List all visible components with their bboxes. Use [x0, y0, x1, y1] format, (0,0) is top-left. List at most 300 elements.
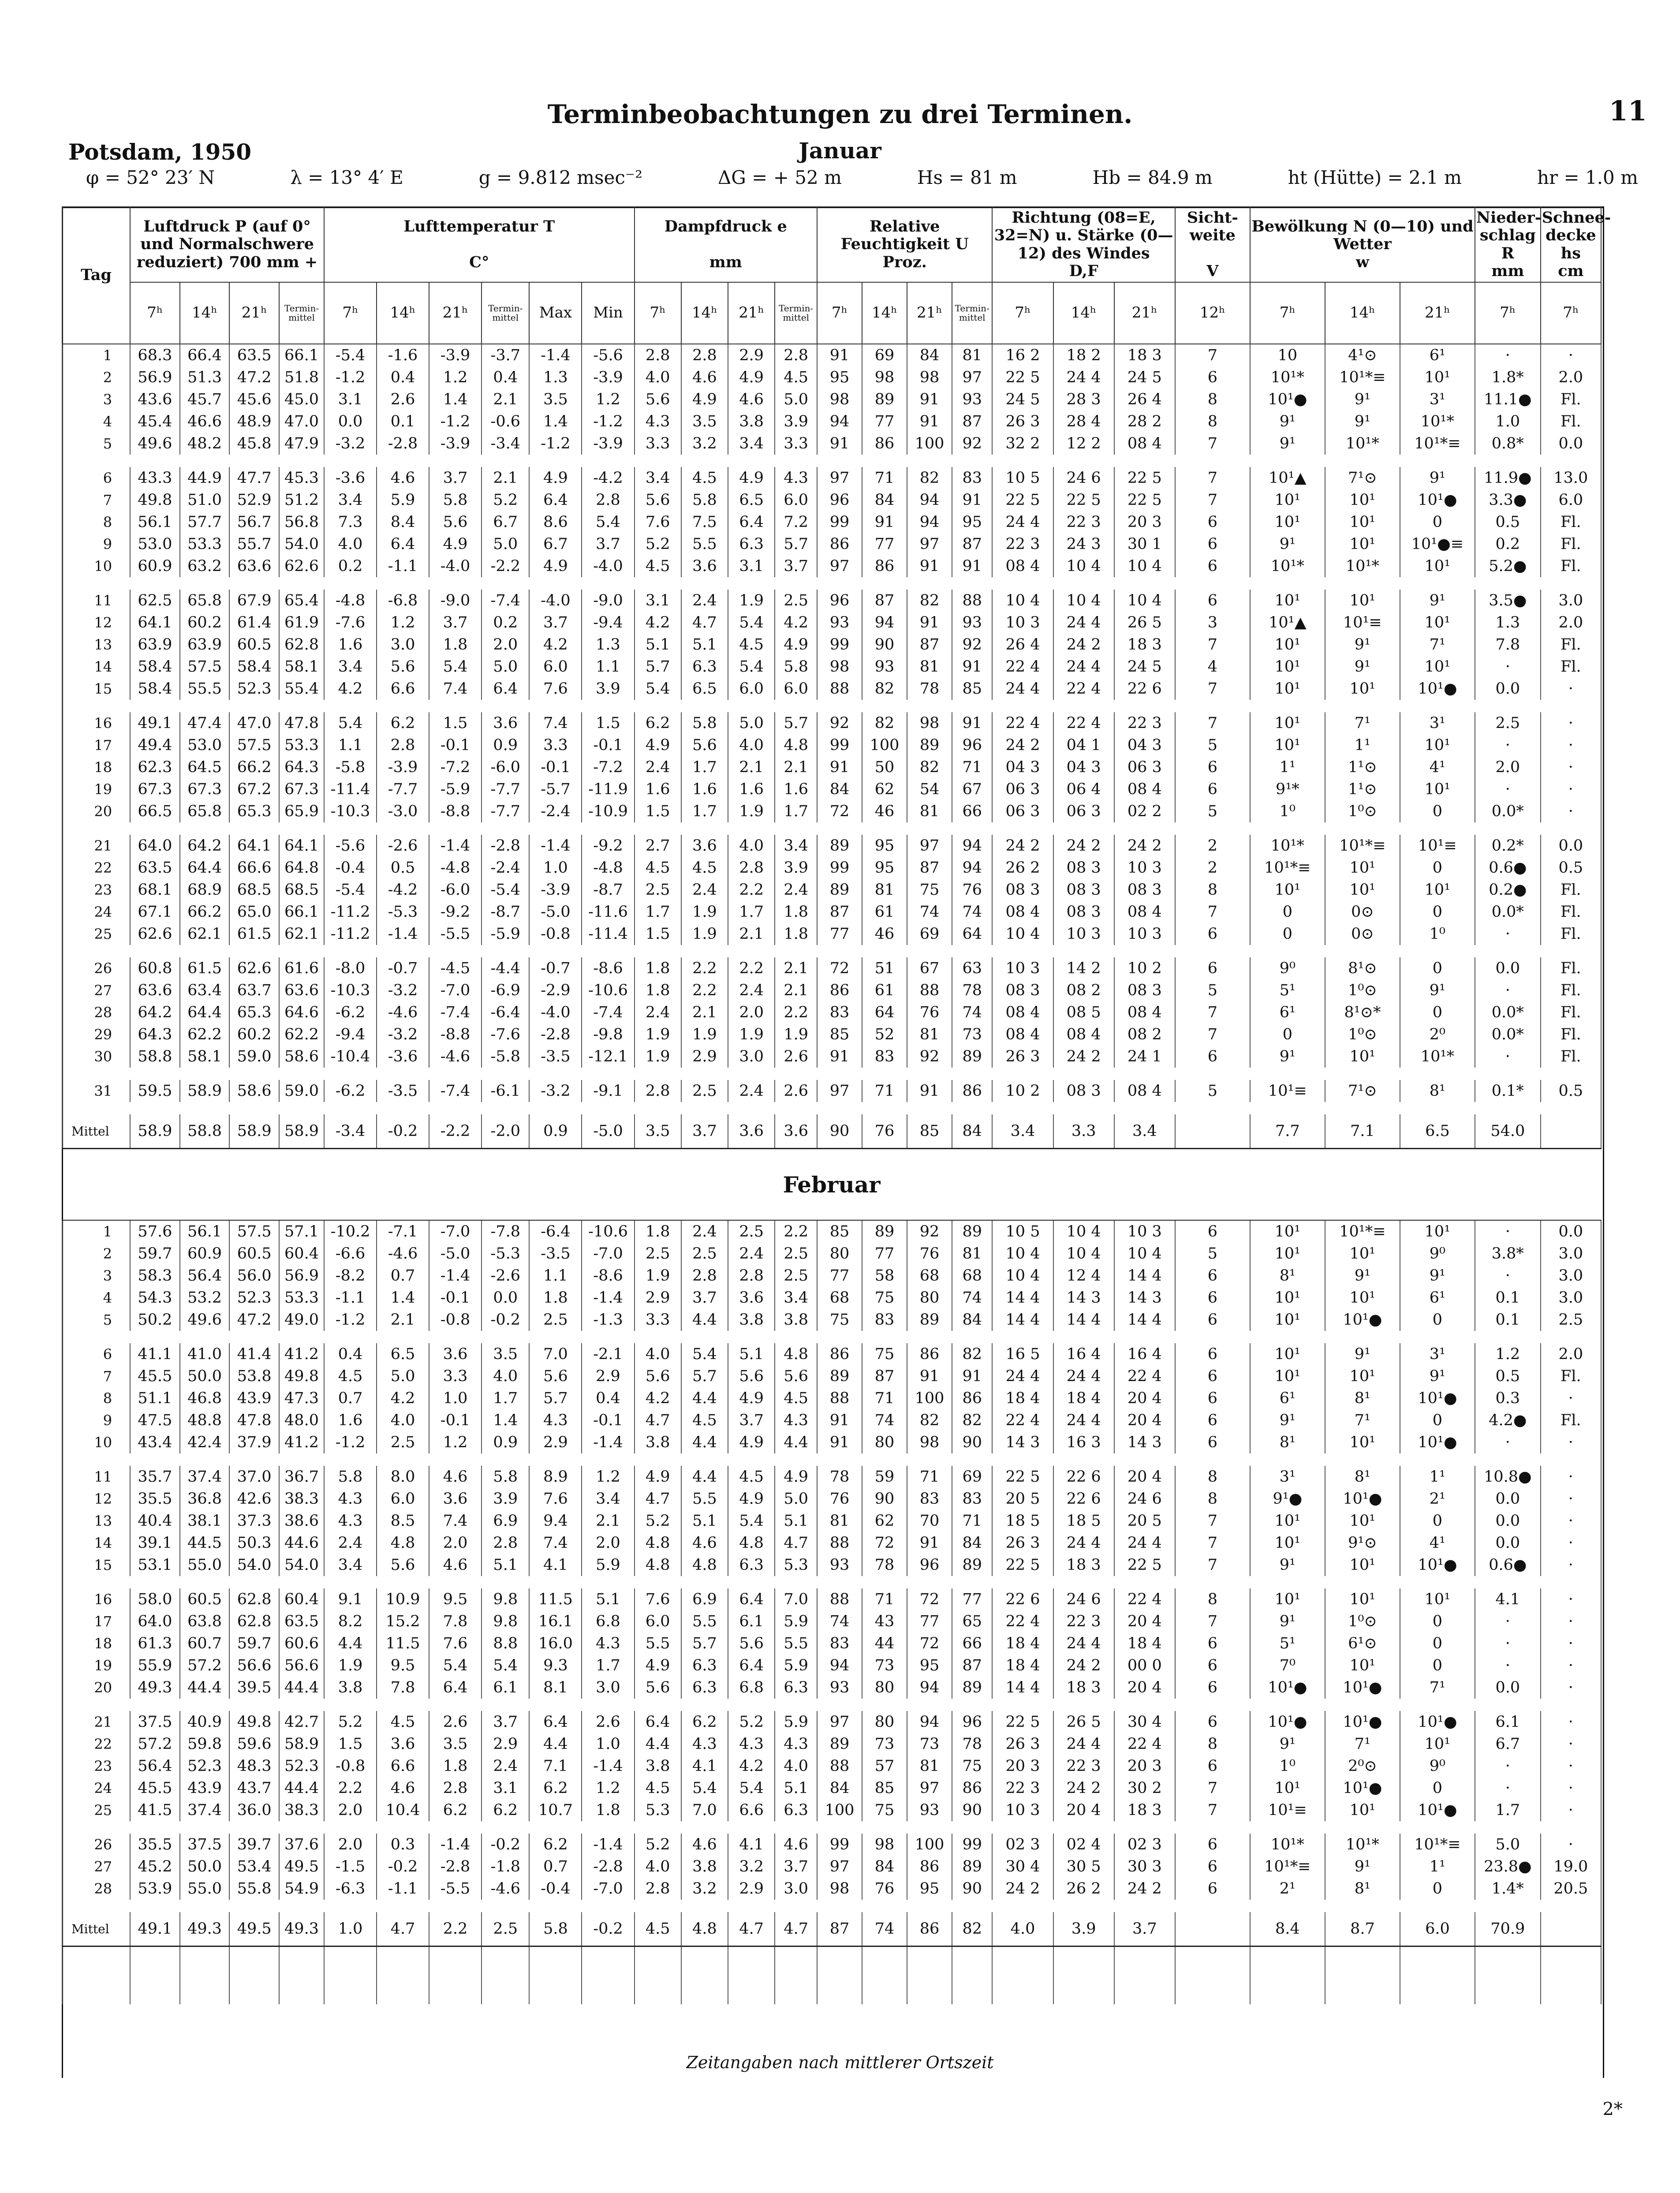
n-cell: 7¹	[1400, 1677, 1475, 1699]
v-cell: 3	[1175, 612, 1250, 634]
p-cell: 58.4	[130, 678, 180, 700]
p-cell: 42.7	[279, 1711, 324, 1733]
day-cell: 11	[62, 1466, 130, 1488]
e-cell: 5.6	[635, 1677, 681, 1699]
sub-e-21: 21ʰ	[728, 282, 775, 344]
p-cell: 47.8	[279, 712, 324, 734]
n-cell: 9¹	[1250, 1610, 1325, 1633]
e-cell: 2.4	[728, 1080, 775, 1102]
sub-e-7: 7ʰ	[635, 282, 681, 344]
t-cell: 10.4	[377, 1799, 429, 1821]
w-cell: 24 4	[1053, 1633, 1114, 1655]
p-cell: 64.2	[180, 835, 230, 857]
n-cell: 10¹*≡	[1400, 1834, 1475, 1856]
day-cell: 23	[62, 879, 130, 901]
v-cell: 5	[1175, 979, 1250, 1001]
n-cell: 10¹*≡	[1400, 433, 1475, 455]
p-cell: 44.6	[279, 1532, 324, 1554]
p-cell: 59.7	[229, 1633, 279, 1655]
e-cell: 6.2	[681, 1711, 728, 1733]
t-cell: 4.0	[377, 1409, 429, 1431]
e-cell: 4.2	[635, 612, 681, 634]
e-cell: 5.7	[681, 1633, 728, 1655]
t-cell: 5.1	[482, 1554, 529, 1576]
e-cell: 4.8	[775, 734, 817, 756]
v-cell: 6	[1175, 366, 1250, 389]
u-cell: 50	[862, 756, 907, 778]
u-cell: 99	[817, 1834, 862, 1856]
u-cell: 81	[907, 1024, 952, 1046]
n-cell: 10¹	[1325, 1799, 1400, 1821]
t-cell: 1.3	[529, 366, 582, 389]
header-feuchtigkeit	[817, 207, 992, 282]
day-cell: 28	[62, 1878, 130, 1900]
s-cell: Fl.	[1541, 1409, 1601, 1431]
table-row	[62, 1024, 1601, 1046]
n-cell: 9¹	[1325, 656, 1400, 678]
sicht-label: Sicht-weite	[1187, 209, 1238, 245]
t-cell: 4.6	[429, 1466, 482, 1488]
p-cell: 66.2	[180, 901, 230, 923]
header-wind	[992, 207, 1175, 282]
e-cell: 2.2	[775, 1220, 817, 1243]
e-cell: 4.6	[775, 1834, 817, 1856]
r-cell: 1.0	[1475, 411, 1541, 433]
p-cell: 41.2	[279, 1431, 324, 1453]
t-cell: 2.2	[324, 1777, 377, 1799]
tail-cell	[1250, 1946, 1325, 2005]
r-cell: 0.0	[1475, 678, 1541, 700]
p-cell: 48.9	[229, 411, 279, 433]
e-cell: 4.6	[681, 366, 728, 389]
r-cell: 0.0*	[1475, 1001, 1541, 1024]
day-cell: 13	[62, 634, 130, 656]
t-cell: -3.5	[529, 1243, 582, 1265]
n-cell: 3¹	[1400, 712, 1475, 734]
t-cell: 3.9	[482, 1488, 529, 1510]
table-row	[62, 433, 1601, 455]
n-cell: 9¹	[1325, 411, 1400, 433]
s-cell: Fl.	[1541, 901, 1601, 923]
r-cell: 0.0*	[1475, 901, 1541, 923]
table-row	[62, 612, 1601, 634]
e-cell: 2.8	[681, 344, 728, 366]
t-cell: 7.8	[429, 1610, 482, 1633]
e-cell: 5.5	[635, 1633, 681, 1655]
e-cell: 4.0	[775, 1755, 817, 1777]
u-cell: 88	[817, 1387, 862, 1409]
v-cell: 7	[1175, 712, 1250, 734]
p-cell: 59.8	[180, 1733, 230, 1755]
longitude: λ = 13° 4′ E	[290, 167, 403, 188]
t-cell: 1.5	[429, 712, 482, 734]
p-cell: 37.9	[229, 1431, 279, 1453]
p-cell: 47.2	[229, 1309, 279, 1331]
t-cell: 0.4	[377, 366, 429, 389]
t-cell: -2.9	[529, 979, 582, 1001]
e-cell: 3.8	[775, 1309, 817, 1331]
t-cell: 0.5	[377, 857, 429, 879]
v-cell: 4	[1175, 656, 1250, 678]
e-cell: 3.3	[775, 433, 817, 455]
u-cell: 91	[952, 1365, 992, 1387]
u-cell: 85	[862, 1777, 907, 1799]
u-cell: 88	[817, 1588, 862, 1610]
s-cell: 3.0	[1541, 1243, 1601, 1265]
t-cell: 8.9	[529, 1466, 582, 1488]
w-cell: 10 4	[1053, 1243, 1114, 1265]
w-cell: 10 4	[1114, 555, 1175, 577]
v-cell: 5	[1175, 1243, 1250, 1265]
w-cell: 10 4	[1114, 590, 1175, 612]
u-cell: 82	[862, 712, 907, 734]
u-cell: 71	[862, 1387, 907, 1409]
w-cell: 04 3	[992, 756, 1053, 778]
u-cell: 87	[862, 1365, 907, 1387]
p-cell: 53.1	[130, 1554, 180, 1576]
t-cell: 1.8	[582, 1799, 634, 1821]
w-cell: 24 1	[1114, 1046, 1175, 1068]
u-cell: 66	[952, 1633, 992, 1655]
day-cell: 12	[62, 612, 130, 634]
n-cell: 10¹*	[1400, 1046, 1475, 1068]
t-cell: 7.4	[429, 678, 482, 700]
t-cell: 5.8	[529, 1912, 582, 1946]
w-cell: 24 5	[1114, 656, 1175, 678]
s-cell: 2.0	[1541, 612, 1601, 634]
u-cell: 98	[817, 1878, 862, 1900]
w-cell: 24 2	[992, 734, 1053, 756]
n-cell: 10¹	[1250, 590, 1325, 612]
e-cell: 4.7	[775, 1532, 817, 1554]
sub-p-21: 21ʰ	[229, 282, 279, 344]
u-cell: 89	[952, 1677, 992, 1699]
v-cell: 6	[1175, 756, 1250, 778]
u-cell: 84	[817, 1777, 862, 1799]
day-cell: 2	[62, 366, 130, 389]
u-cell: 44	[862, 1633, 907, 1655]
w-cell: 30 4	[992, 1856, 1053, 1878]
e-cell: 4.8	[728, 1532, 775, 1554]
u-cell: 92	[952, 634, 992, 656]
w-cell: 24 2	[992, 835, 1053, 857]
e-cell: 7.0	[681, 1799, 728, 1821]
t-cell: -1.4	[582, 1431, 634, 1453]
spacer-row	[62, 1102, 1601, 1114]
spacer-row	[62, 455, 1601, 467]
t-cell: -3.5	[377, 1080, 429, 1102]
t-cell: -8.6	[582, 957, 634, 979]
tail-cell	[1325, 1946, 1400, 2005]
u-cell: 89	[817, 1365, 862, 1387]
v-cell: 6	[1175, 1387, 1250, 1409]
u-cell: 98	[907, 366, 952, 389]
u-cell: 76	[907, 1001, 952, 1024]
u-cell: 91	[952, 712, 992, 734]
e-cell: 4.3	[635, 411, 681, 433]
u-cell: 46	[862, 800, 907, 822]
p-cell: 49.8	[130, 489, 180, 511]
mean-row	[62, 1912, 1601, 1946]
e-cell: 6.3	[775, 1677, 817, 1699]
page-number: 11	[1609, 95, 1647, 127]
r-cell: 23.8●	[1475, 1856, 1541, 1878]
e-cell: 5.0	[775, 389, 817, 411]
t-cell: 3.3	[429, 1365, 482, 1387]
p-cell: 62.8	[229, 1610, 279, 1633]
n-cell: 5¹	[1250, 979, 1325, 1001]
w-cell: 08 3	[1114, 979, 1175, 1001]
w-cell: 18 4	[1053, 1387, 1114, 1409]
p-cell: 63.5	[229, 344, 279, 366]
u-cell: 73	[952, 1024, 992, 1046]
t-cell: -11.4	[324, 778, 377, 800]
e-cell: 6.0	[775, 678, 817, 700]
barometer-height: Hb = 84.9 m	[1092, 167, 1213, 188]
t-cell: -0.7	[529, 957, 582, 979]
table-row	[62, 979, 1601, 1001]
p-cell: 39.1	[130, 1532, 180, 1554]
p-cell: 60.4	[279, 1588, 324, 1610]
table-row	[62, 1777, 1601, 1799]
s-cell: ·	[1541, 1655, 1601, 1677]
t-cell: -9.2	[429, 901, 482, 923]
t-cell: 2.1	[582, 1510, 634, 1532]
p-cell: 44.9	[180, 467, 230, 489]
u-cell: 91	[907, 411, 952, 433]
spacer-row	[62, 1453, 1601, 1466]
t-cell: -9.4	[582, 612, 634, 634]
t-cell: -4.8	[582, 857, 634, 879]
t-cell: -6.9	[482, 979, 529, 1001]
u-cell: 93	[817, 1677, 862, 1699]
t-cell: 3.3	[529, 734, 582, 756]
t-cell: 6.4	[482, 678, 529, 700]
day-cell: 29	[62, 1024, 130, 1046]
n-cell: 10¹*≡	[1325, 1220, 1400, 1243]
p-cell: 45.8	[229, 433, 279, 455]
e-cell: 3.9	[775, 857, 817, 879]
u-cell: 91	[907, 1365, 952, 1387]
t-cell: -9.0	[429, 590, 482, 612]
t-cell: 5.4	[324, 712, 377, 734]
e-cell: 2.2	[681, 979, 728, 1001]
u-cell: 62	[862, 778, 907, 800]
t-cell: 1.8	[429, 634, 482, 656]
t-cell: 2.8	[377, 734, 429, 756]
p-cell: 53.3	[279, 1287, 324, 1309]
w-cell: 16 3	[1053, 1431, 1114, 1453]
u-cell: 84	[817, 778, 862, 800]
t-cell: -9.0	[582, 590, 634, 612]
t-cell: 2.5	[377, 1431, 429, 1453]
r-cell: 0.2●	[1475, 879, 1541, 901]
t-cell: 1.9	[324, 1655, 377, 1677]
day-cell: Mittel	[62, 1114, 130, 1149]
spacer-cell	[62, 455, 1601, 467]
r-cell: ·	[1475, 1777, 1541, 1799]
r-cell: 70.9	[1475, 1912, 1541, 1946]
e-cell: 2.4	[681, 879, 728, 901]
n-cell: 10¹	[1250, 1220, 1325, 1243]
t-cell: -10.3	[324, 979, 377, 1001]
n-cell: 1⁰	[1250, 800, 1325, 822]
header-bewoelkung	[1250, 207, 1475, 282]
u-cell: 75	[817, 1309, 862, 1331]
u-cell: 95	[907, 1878, 952, 1900]
w-cell: 24 2	[1053, 1655, 1114, 1677]
s-cell: Fl.	[1541, 656, 1601, 678]
u-cell: 92	[952, 433, 992, 455]
t-cell: -1.5	[324, 1856, 377, 1878]
w-cell: 22 5	[992, 1554, 1053, 1576]
n-cell: 7¹	[1325, 1409, 1400, 1431]
t-cell: 7.8	[377, 1677, 429, 1699]
day-cell: 14	[62, 656, 130, 678]
p-cell: 57.2	[180, 1655, 230, 1677]
n-cell: 2¹	[1250, 1878, 1325, 1900]
tail-cell	[1541, 1946, 1601, 2005]
p-cell: 60.7	[180, 1633, 230, 1655]
e-cell: 5.6	[681, 734, 728, 756]
day-cell: 21	[62, 1711, 130, 1733]
r-cell: 0.1	[1475, 1287, 1541, 1309]
t-cell: -10.6	[582, 979, 634, 1001]
v-cell: 6	[1175, 533, 1250, 555]
u-cell: 67	[952, 778, 992, 800]
e-cell: 5.7	[635, 656, 681, 678]
u-cell: 89	[862, 1220, 907, 1243]
t-cell: -2.0	[482, 1114, 529, 1149]
r-cell: 0.5	[1475, 511, 1541, 533]
t-cell: -3.2	[377, 979, 429, 1001]
t-cell: 6.6	[377, 1755, 429, 1777]
t-cell: -2.8	[482, 835, 529, 857]
u-cell: 72	[907, 1633, 952, 1655]
u-cell: 83	[817, 1633, 862, 1655]
e-cell: 6.5	[681, 678, 728, 700]
e-cell: 3.4	[775, 1287, 817, 1309]
e-cell: 4.9	[635, 734, 681, 756]
t-cell: -10.6	[582, 1220, 634, 1243]
t-cell: 9.4	[529, 1510, 582, 1532]
e-cell: 4.0	[728, 835, 775, 857]
u-cell: 65	[952, 1610, 992, 1633]
w-cell: 30 5	[1053, 1856, 1114, 1878]
t-cell: 0.0	[324, 411, 377, 433]
r-cell: 0.5	[1475, 1365, 1541, 1387]
t-cell: -7.6	[482, 1024, 529, 1046]
e-cell: 2.9	[635, 1287, 681, 1309]
r-cell: 0.2	[1475, 533, 1541, 555]
t-cell: 2.5	[482, 1912, 529, 1946]
t-cell: -3.4	[324, 1114, 377, 1149]
t-cell: 8.8	[482, 1633, 529, 1655]
t-cell: -0.8	[529, 923, 582, 945]
t-cell: 0.7	[377, 1265, 429, 1287]
t-cell: -11.9	[582, 778, 634, 800]
t-cell: -4.6	[377, 1243, 429, 1265]
n-cell: 0	[1250, 923, 1325, 945]
t-cell: 5.0	[377, 1365, 429, 1387]
t-cell: -5.5	[429, 923, 482, 945]
u-cell: 87	[817, 1912, 862, 1946]
p-cell: 57.5	[229, 1220, 279, 1243]
u-cell: 89	[952, 1554, 992, 1576]
u-cell: 54	[907, 778, 952, 800]
p-cell: 66.1	[279, 344, 324, 366]
t-cell: -5.4	[482, 879, 529, 901]
table-row	[62, 1466, 1601, 1488]
w-cell: 16 4	[1053, 1343, 1114, 1365]
t-cell: 8.0	[377, 1466, 429, 1488]
table-row	[62, 555, 1601, 577]
p-cell: 49.8	[229, 1711, 279, 1733]
tail-cell	[62, 1946, 130, 2005]
p-cell: 59.0	[229, 1046, 279, 1068]
t-cell: -3.0	[377, 800, 429, 822]
u-cell: 99	[952, 1834, 992, 1856]
t-cell: 1.6	[324, 634, 377, 656]
e-cell: 2.6	[775, 1080, 817, 1102]
table-row	[62, 1554, 1601, 1576]
p-cell: 42.6	[229, 1488, 279, 1510]
v-cell: 7	[1175, 1777, 1250, 1799]
n-cell: 6.5	[1400, 1114, 1475, 1149]
w-cell: 10 2	[1114, 957, 1175, 979]
w-cell: 3.9	[1053, 1912, 1114, 1946]
w-cell: 3.4	[1114, 1114, 1175, 1149]
u-cell: 77	[817, 923, 862, 945]
t-cell: -5.0	[529, 901, 582, 923]
p-cell: 62.2	[180, 1024, 230, 1046]
s-cell: 0.5	[1541, 857, 1601, 879]
t-cell: 7.4	[529, 1532, 582, 1554]
e-cell: 4.5	[681, 1409, 728, 1431]
p-cell: 64.5	[180, 756, 230, 778]
r-cell: ·	[1475, 1220, 1541, 1243]
w-cell: 28 4	[1053, 411, 1114, 433]
n-cell: 9¹	[1250, 1409, 1325, 1431]
t-cell: -0.1	[429, 1409, 482, 1431]
e-cell: 1.9	[635, 1046, 681, 1068]
n-cell: 0	[1250, 901, 1325, 923]
p-cell: 47.5	[130, 1409, 180, 1431]
p-cell: 54.3	[130, 1287, 180, 1309]
e-cell: 2.8	[681, 1265, 728, 1287]
p-cell: 66.2	[229, 756, 279, 778]
e-cell: 4.2	[775, 612, 817, 634]
t-cell: -2.2	[482, 555, 529, 577]
t-cell: 3.5	[429, 1733, 482, 1755]
u-cell: 81	[862, 879, 907, 901]
e-cell: 3.7	[681, 1114, 728, 1149]
s-cell: Fl.	[1541, 634, 1601, 656]
t-cell: -3.9	[429, 433, 482, 455]
t-cell: -2.8	[377, 433, 429, 455]
tail-cell	[952, 1946, 992, 2005]
u-cell: 89	[862, 389, 907, 411]
u-cell: 89	[817, 879, 862, 901]
t-cell: 4.4	[324, 1633, 377, 1655]
w-cell: 20 4	[1114, 1466, 1175, 1488]
p-cell: 55.8	[229, 1878, 279, 1900]
t-cell: -4.6	[377, 1001, 429, 1024]
p-cell: 58.4	[130, 656, 180, 678]
schnee-label: Schnee-decke hs	[1542, 209, 1611, 262]
w-cell: 08 3	[1114, 879, 1175, 901]
t-cell: 4.0	[324, 533, 377, 555]
